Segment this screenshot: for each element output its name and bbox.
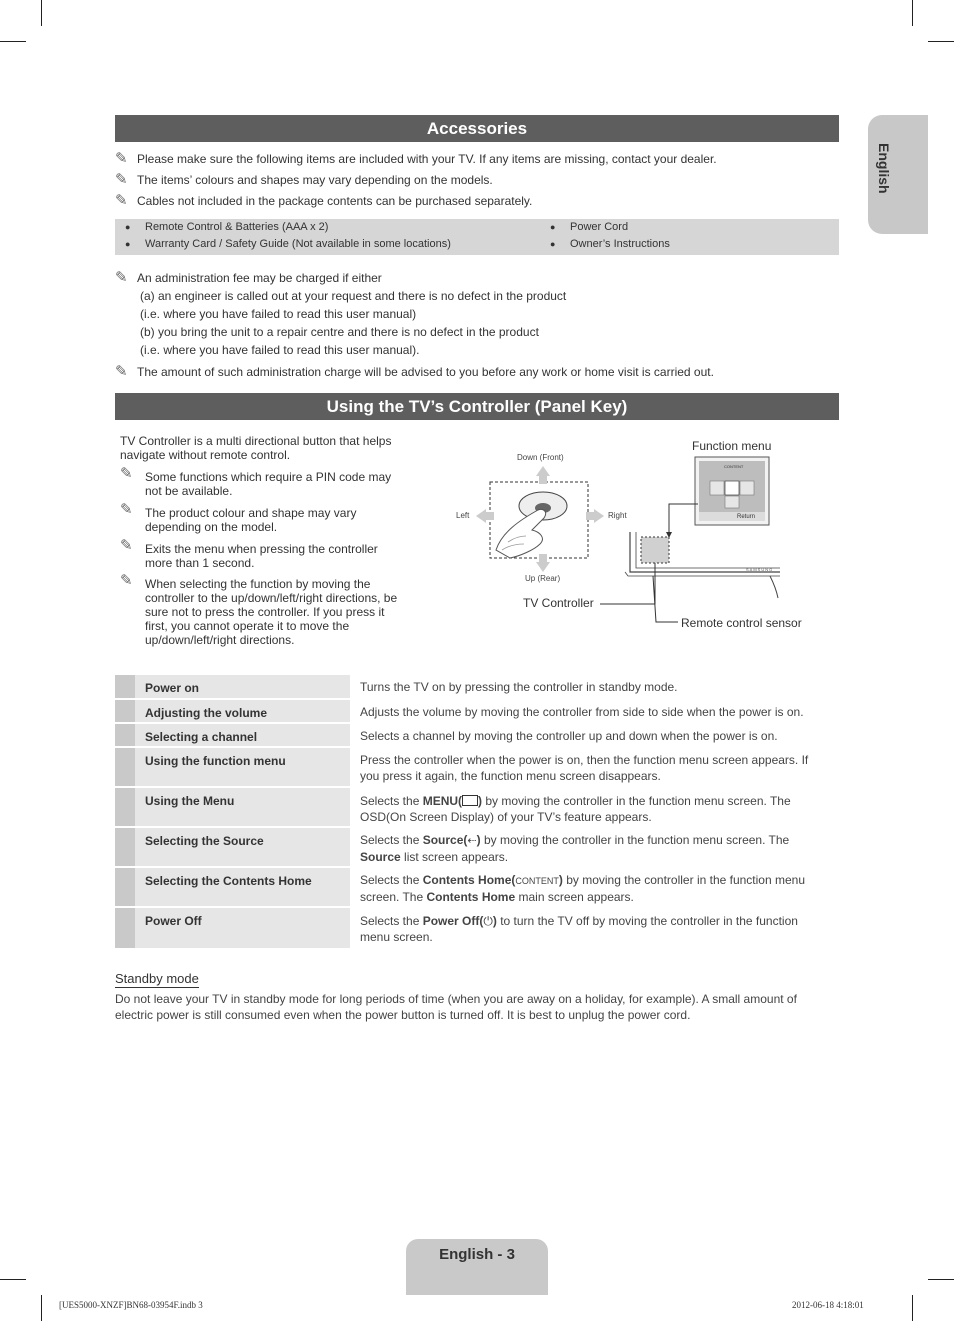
table-row [115,675,350,698]
content-icon: CONTENT [515,876,559,886]
row-description: Turns the TV on by pressing the controller in standby mode. [360,680,678,694]
crop-mark [41,0,42,26]
row-label: Selecting the Contents Home [145,874,312,888]
page-number-tab [406,1239,548,1295]
note-pencil-icon: ✎ [115,363,128,380]
row-label: Power Off [145,914,202,928]
tv-controller-callout [600,563,655,604]
crop-mark [0,1279,26,1280]
note-line: ✎ Please make sure the following items are included with your TV. If any items are missing, contact your dealer. [115,150,717,167]
sensor-callout [653,576,678,622]
note-pencil-icon: ✎ [120,465,133,482]
menu-icon [462,795,478,806]
accessories-title: Accessories [115,115,839,142]
language-tab [868,115,928,234]
menu-center-key [725,481,739,495]
label-tv-controller: TV Controller [523,596,594,610]
bullet-icon: ● [550,239,556,249]
arrow-up-icon [536,466,550,476]
arrow-right-icon [594,509,604,523]
label-return: Return [737,514,756,520]
note-line: ✎ Cables not included in the package contents can be purchased separately. [115,192,533,209]
note-line: ✎ The items’ colours and shapes may vary depending on the models. [115,171,493,188]
arrow-down-icon [539,554,547,562]
row-description: Selects a channel by moving the controller up and down when the power is on. [360,729,778,743]
controller-note: ✎ Exits the menu when pressing the controller more than 1 second. [120,537,378,570]
table-row [115,748,350,786]
power-icon [725,496,739,508]
source-icon: ⇠ [467,835,477,847]
table-row [115,724,350,746]
note-pencil-icon: ✎ [120,572,133,589]
bullet-icon: ● [125,222,131,232]
source-icon [740,481,754,495]
arrow-left-icon [476,509,486,523]
admin-line: (b) you bring the unit to a repair centre and there is no defect in the product [140,325,539,339]
table-row [115,828,350,866]
row-label: Using the Menu [145,794,235,808]
arrow-up-icon [539,476,547,484]
print-date-info: 2012-06-18 4:18:01 [792,1300,864,1310]
list-item: ● Remote Control & Batteries (AAA x 2) [115,221,328,233]
note-pencil-icon: ✎ [120,537,133,554]
row-label: Adjusting the volume [145,706,268,720]
controller-diagram [440,432,840,637]
note-pencil-icon: ✎ [115,269,128,286]
crop-mark [912,1295,913,1321]
admin-line: (a) an engineer is called out at your request and there is no defect in the product [140,289,567,303]
row-label: Power on [145,681,200,695]
label-right: Right [608,511,627,520]
controller-intro: TV Controller is a multi directional button that helps navigate without remote control. [120,434,392,462]
list-item: ● Owner’s Instructions [540,238,670,250]
admin-note: ✎ An administration fee may be charged if either [115,269,382,286]
list-item: ● Warranty Card / Safety Guide (Not available in some locations) [115,238,451,250]
note-pencil-icon: ✎ [115,150,128,167]
arrow-left-icon [486,512,494,520]
table-row [115,908,350,948]
label-down: Down (Front) [517,453,564,462]
crop-mark [928,1279,954,1280]
charge-note: ✎ The amount of such administration charge will be advised to you before any work or home visit is carried out. [115,363,714,380]
power-icon: ⏻ [483,914,493,928]
menu-icon [710,481,724,495]
label-function-menu: Function menu [692,439,772,453]
row-label: Using the function menu [145,754,286,768]
crop-mark [928,41,954,42]
row-description: Selects the MENU( ) by moving the controller in the function menu screen. The OSD(On Screen Display) of your TV’s feature appears. [360,794,791,824]
row-label: Selecting a channel [145,730,258,744]
table-row [115,868,350,906]
row-description: Adjusts the volume by moving the controller from side to side when the power is on. [360,705,804,719]
tv-stand [770,576,778,598]
finger-icon [496,509,546,558]
note-pencil-icon: ✎ [120,501,133,518]
return-bar [699,512,765,521]
note-pencil-icon: ✎ [115,192,128,209]
arrow-down-icon [536,562,550,572]
controller-note: ✎ The product colour and shape may vary depending on the model. [120,501,357,534]
list-item: ● Power Cord [540,221,628,233]
arrow-right-icon [586,512,594,520]
language-tab-label: English [876,143,892,194]
bullet-icon: ● [550,222,556,232]
label-left: Left [456,511,470,520]
standby-title: Standby mode [115,971,199,986]
controller-title: Using the TV’s Controller (Panel Key) [115,393,839,420]
row-description: Selects the Contents Home(CONTENT) by moving the controller in the function menu screen. The Contents Home main screen appears. [360,873,806,904]
controller-note: ✎ Some functions which require a PIN code may not be available. [120,465,392,498]
crop-mark [912,0,913,26]
print-file-info: [UES5000-XNZF]BN68-03954F.indb 3 [59,1300,203,1310]
crop-mark [41,1295,42,1321]
label-content: CONTENT [724,464,744,469]
label-remote-sensor: Remote control sensor [681,616,802,630]
row-description: Selects the Source(⇠) by moving the controller in the function menu screen. The Source list screen appears. [360,833,790,864]
standby-text: Do not leave your TV in standby mode for long periods of time (when you are away on a holiday, for example). A small amount of electric power is still consumed even when the power button is turned off. It is best to unplug the power cord. [115,992,797,1022]
controller-location-box [641,537,669,563]
admin-line: (i.e. where you have failed to read this user manual) [140,307,417,321]
table-row [115,788,350,826]
samsung-logo: SAMSUNG [746,567,774,572]
note-pencil-icon: ✎ [115,171,128,188]
page-number: English - 3 [439,1246,515,1263]
admin-line: (i.e. where you have failed to read this user manual). [140,343,420,357]
table-row [115,700,350,722]
row-description: Selects the Power Off(⏻) to turn the TV off by moving the controller in the function menu screen. [360,914,798,944]
row-label: Selecting the Source [145,834,264,848]
bullet-icon: ● [125,239,131,249]
label-up: Up (Rear) [525,574,561,583]
crop-mark [0,41,26,42]
row-description: Press the controller when the power is on, then the function menu screen appears. If you press it again, the function menu screen disappears. [360,753,809,783]
controller-note: ✎ When selecting the function by moving the controller to the up/down/left/right directions, be sure not to press the controller. If you press it first, you cannot operate it to move the up/down/left/right directions. [120,572,398,647]
